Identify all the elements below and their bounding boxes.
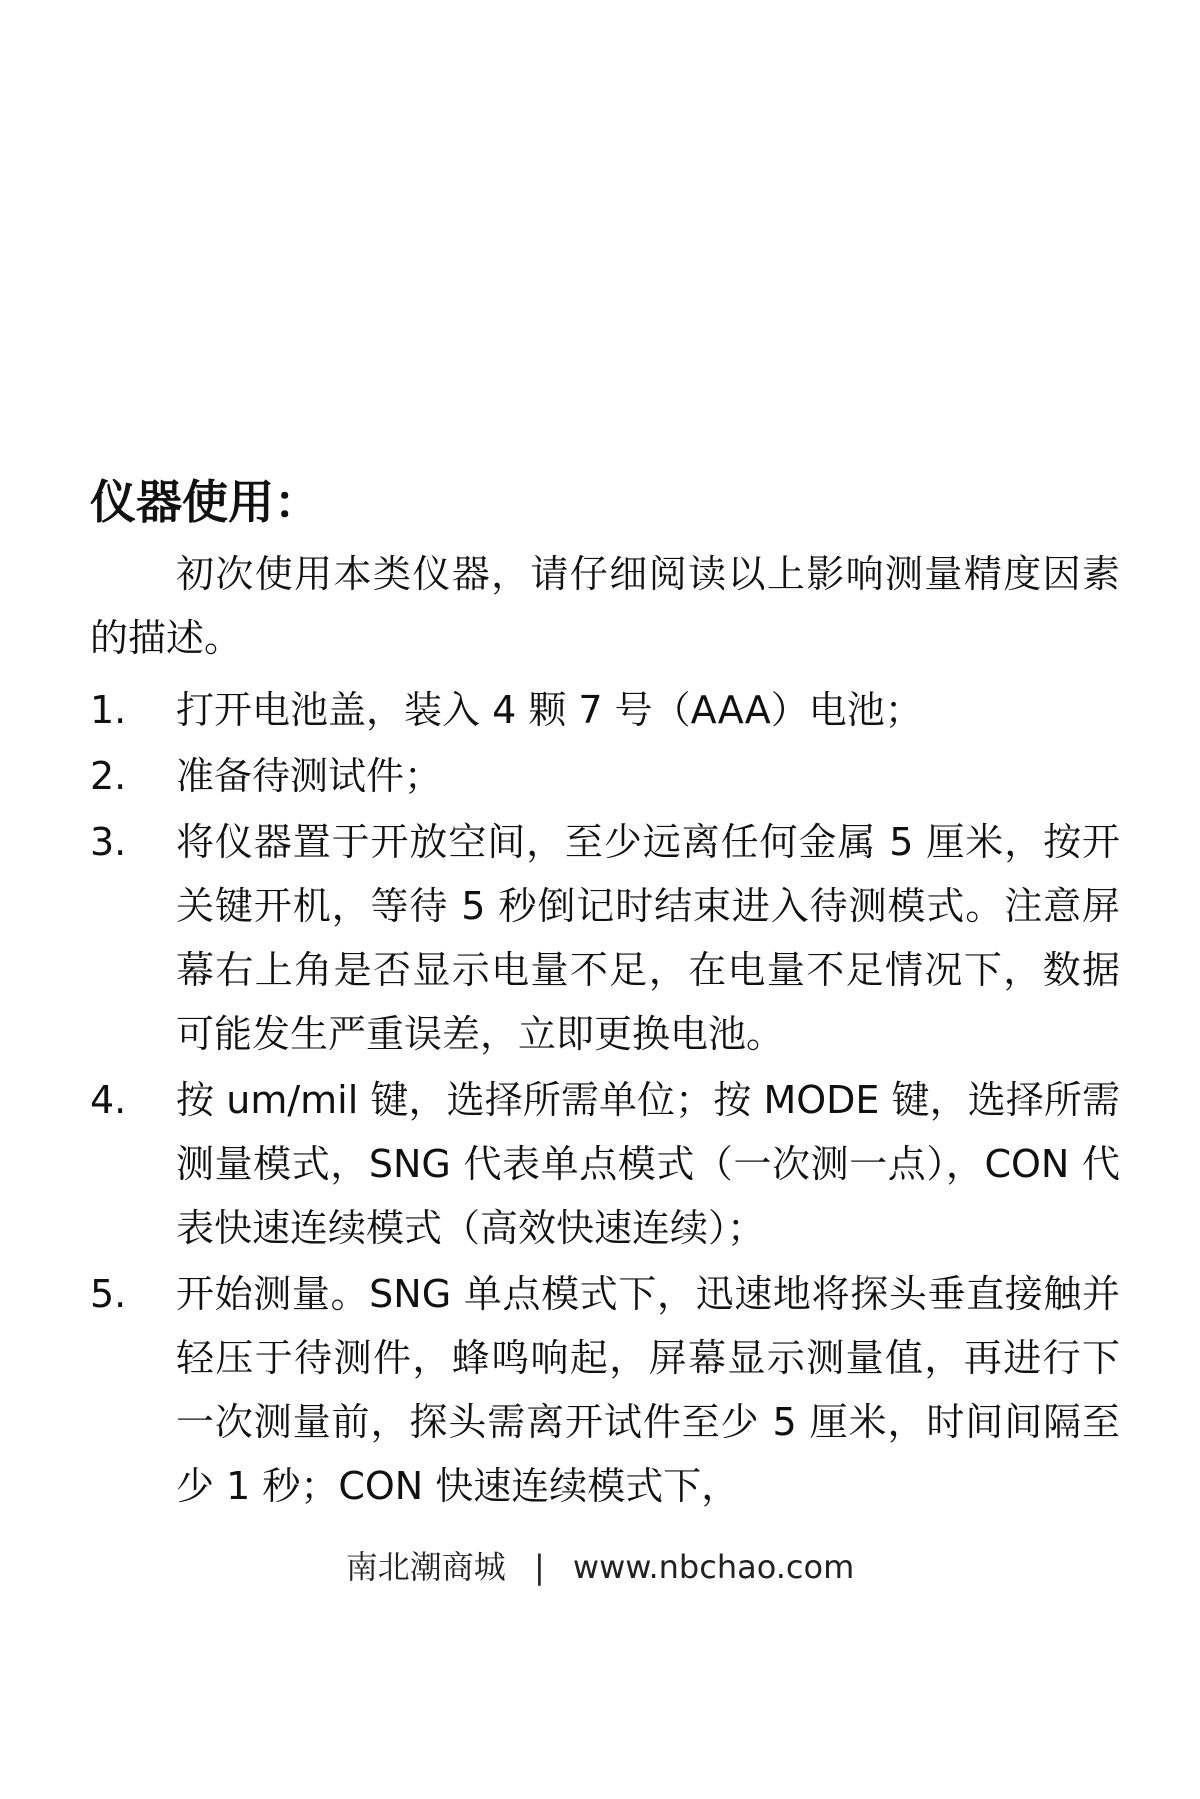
step-number: 1.	[90, 688, 127, 732]
instructions-section	[90, 470, 1120, 1520]
steps-list	[90, 678, 1120, 1518]
step-number: 2.	[90, 754, 127, 798]
step-item-2	[90, 744, 1120, 808]
footer-separator: |	[533, 1548, 545, 1586]
step-number: 5.	[90, 1272, 127, 1316]
section-title: 仪器使用：	[90, 475, 320, 529]
footer-url: www.nbchao.com	[572, 1548, 855, 1586]
step-item-3	[90, 810, 1120, 1066]
intro-paragraph: 初次使用本类仪器，请仔细阅读以上影响测量精度因素的描述。	[90, 552, 1120, 660]
step-number: 3.	[90, 820, 127, 864]
step-text: 按 um/mil 键，选择所需单位；按 MODE 键，选择所需测量模式，SNG 代表单点模式（一次测一点），CON 代表快速连续模式（高效快速连续）；	[176, 1078, 1120, 1250]
step-text: 开始测量。SNG 单点模式下，迅速地将探头垂直接触并轻压于待测件，蜂鸣响起，屏幕显示测量值，再进行下一次测量前，探头需离开试件至少 5 厘米，时间间隔至少 1 秒；CON 快速连续模式下，	[176, 1272, 1120, 1508]
footer-brand: 南北潮商城	[345, 1548, 506, 1586]
step-item-1	[90, 678, 1120, 742]
step-item-4	[90, 1068, 1120, 1260]
step-text: 将仪器置于开放空间，至少远离任何金属 5 厘米，按开关键开机，等待 5 秒倒记时结束进入待测模式。注意屏幕右上角是否显示电量不足，在电量不足情况下，数据可能发生严重误差，立即更换电池。	[176, 820, 1120, 1056]
step-number: 4.	[90, 1078, 127, 1122]
step-item-5	[90, 1262, 1120, 1518]
step-text: 准备待测试件；	[176, 754, 443, 798]
page-footer	[0, 1545, 1200, 1589]
step-text: 打开电池盖，装入 4 颗 7 号（AAA）电池；	[176, 688, 923, 732]
